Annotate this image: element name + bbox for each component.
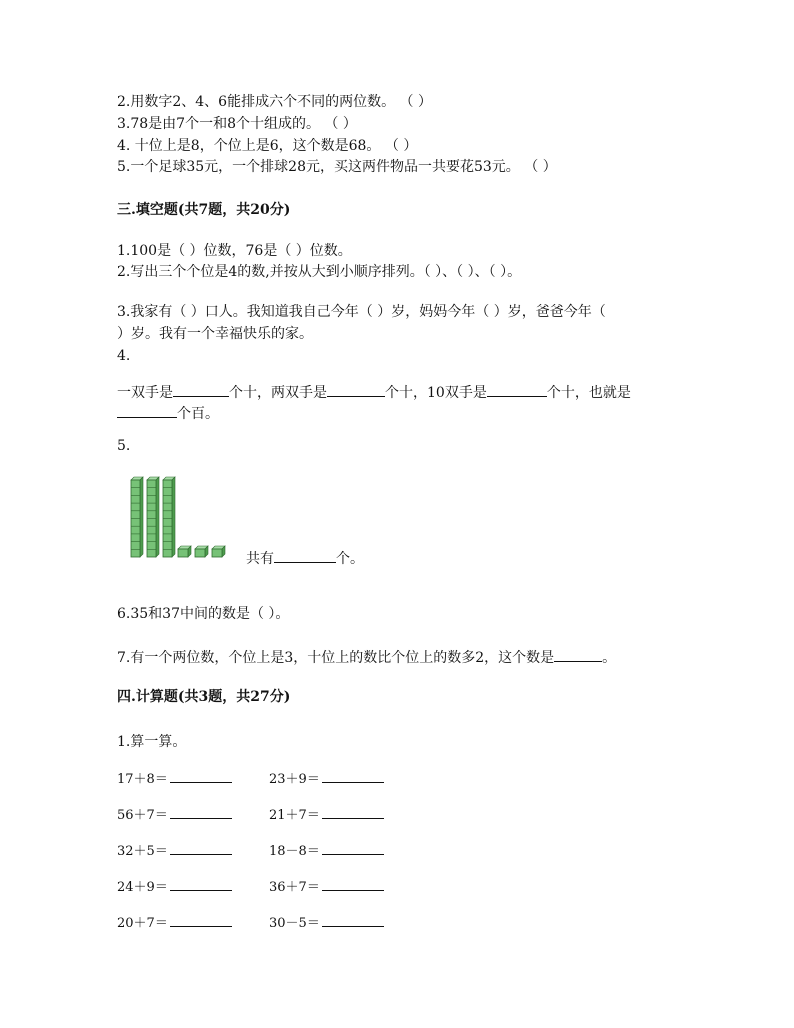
fill-q4-part3: 个十，10双手是	[385, 385, 487, 401]
fill-q5-suffix: 个。	[336, 551, 364, 567]
calc-expression: 17＋8＝	[117, 772, 168, 787]
section4-title: 四.计算题(共3题，共27分)	[117, 689, 291, 705]
answer-blank[interactable]	[170, 912, 232, 927]
calc-item	[269, 768, 384, 789]
answer-blank[interactable]	[322, 804, 384, 819]
section3-title: 三.填空题(共7题，共20分)	[117, 202, 291, 218]
fill-q5-prefix: 共有	[246, 551, 274, 567]
calc-expression: 21＋7＝	[269, 808, 320, 823]
judge-q4: 4. 十位上是8，个位上是6，这个数是68。 （ ）	[117, 138, 418, 154]
base-ten-blocks-figure	[130, 476, 234, 562]
calc-expression: 20＋7＝	[117, 916, 168, 931]
fill-q6: 6.35和37中间的数是（ ）。	[117, 606, 290, 622]
fill-q4-part5: 个百。	[177, 406, 219, 422]
calc-expression: 24＋9＝	[117, 880, 168, 895]
fill-q7	[117, 647, 616, 667]
calc-item	[269, 804, 384, 825]
fill-q5-answer-line	[246, 548, 364, 568]
answer-blank[interactable]	[327, 382, 385, 397]
tens-rod	[163, 477, 175, 557]
answer-blank[interactable]	[487, 382, 547, 397]
fill-q2: 2.写出三个个位是4的数,并按从大到小顺序排列。（ ）、（ ）、（ ）。	[117, 264, 522, 280]
base-ten-blocks-image	[130, 476, 234, 558]
fill-q7-text: 7.有一个两位数，个位上是3，十位上的数比个位上的数多2，这个数是	[117, 650, 555, 666]
fill-q4-part2: 个十，两双手是	[229, 385, 327, 401]
calc-expression: 23＋9＝	[269, 772, 320, 787]
fill-q3-line1: 3.我家有（ ）口人。我知道我自己今年（ ）岁，妈妈今年（ ）岁，爸爸今年（	[117, 304, 606, 320]
fill-q1: 1.100是（ ）位数，76是（ ）位数。	[117, 243, 352, 259]
fill-q4-part1: 一双手是	[117, 385, 173, 401]
fill-q4-number: 4.	[117, 348, 131, 364]
tens-rod	[131, 477, 143, 557]
answer-blank[interactable]	[173, 382, 229, 397]
answer-blank[interactable]	[117, 403, 177, 418]
judge-q5: 5.一个足球35元，一个排球28元，买这两件物品一共要花53元。 （ ）	[117, 159, 557, 175]
calc-item	[269, 840, 384, 861]
fill-q5-number: 5.	[117, 438, 131, 454]
answer-blank[interactable]	[322, 840, 384, 855]
judge-q2: 2.用数字2、4、6能排成六个不同的两位数。 （ ）	[117, 94, 432, 110]
answer-blank[interactable]	[274, 548, 336, 563]
answer-blank[interactable]	[322, 768, 384, 783]
tens-rod	[147, 477, 159, 557]
unit-cube	[195, 546, 208, 557]
answer-blank[interactable]	[170, 768, 232, 783]
answer-blank[interactable]	[170, 840, 232, 855]
answer-blank[interactable]	[322, 876, 384, 891]
answer-blank[interactable]	[170, 804, 232, 819]
answer-blank[interactable]	[170, 876, 232, 891]
calc-item	[269, 912, 384, 933]
calc-expression: 30－5＝	[269, 916, 320, 931]
fill-q4-line2	[117, 403, 219, 423]
calc-expression: 56＋7＝	[117, 808, 168, 823]
answer-blank[interactable]	[554, 647, 602, 662]
calc-expression: 36＋7＝	[269, 880, 320, 895]
fill-q7-end: 。	[602, 650, 617, 666]
calc-item	[269, 876, 384, 897]
calc-item	[117, 912, 232, 933]
calc-expression: 18－8＝	[269, 844, 320, 859]
fill-q3-line2: ）岁。我有一个幸福快乐的家。	[117, 326, 313, 342]
unit-cube	[178, 546, 191, 557]
unit-cube	[212, 546, 225, 557]
judge-q3: 3.78是由7个一和8个十组成的。 （ ）	[117, 116, 357, 132]
calc-item	[117, 804, 232, 825]
fill-q4-line1	[117, 382, 631, 402]
fill-q4-part4: 个十，也就是	[546, 385, 631, 401]
answer-blank[interactable]	[322, 912, 384, 927]
calc-item	[117, 840, 232, 861]
calc-item	[117, 768, 232, 789]
calc-expression: 32＋5＝	[117, 844, 168, 859]
calc-item	[117, 876, 232, 897]
calc-q1: 1.算一算。	[117, 734, 187, 750]
